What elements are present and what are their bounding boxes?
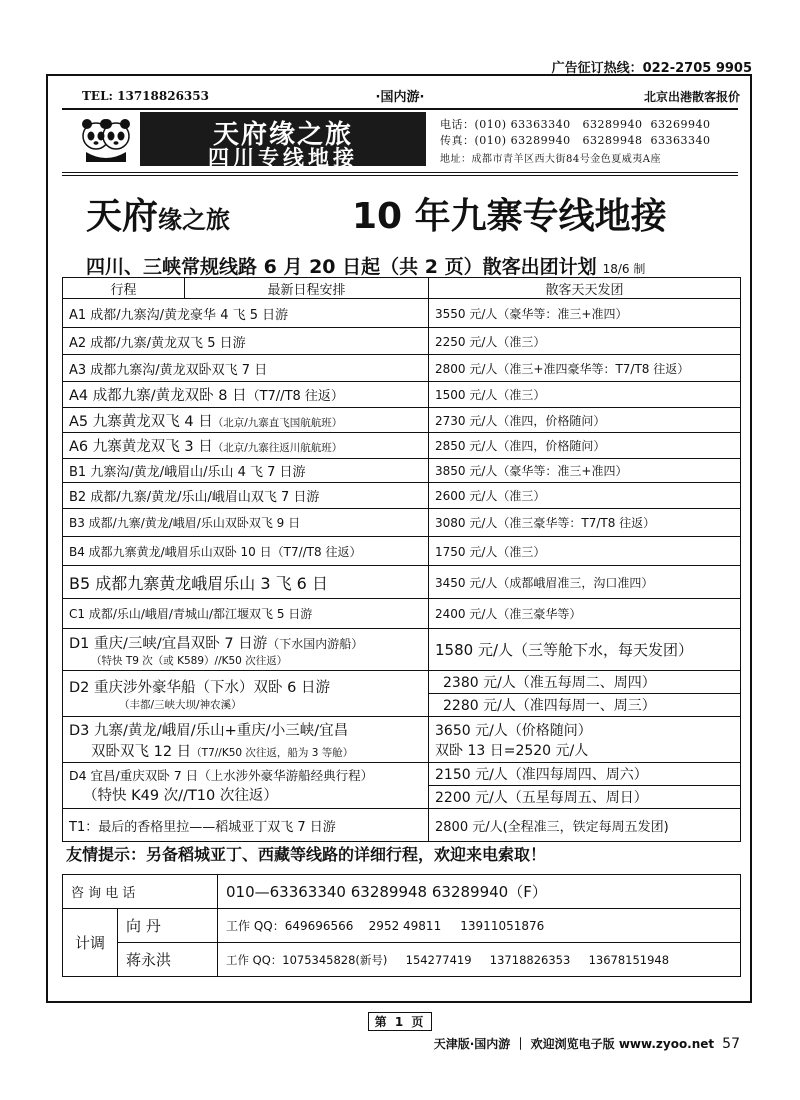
main-title-right: 10 年九寨专线地接 [352,196,667,237]
price-cell: 3850 元/人（豪华等：准三+准四） [429,459,741,483]
price-cell: 2730 元/人（准四，价格随问） [429,408,741,433]
price-cell: 1580 元/人（三等舱下水，每天发团） [429,629,741,671]
table-row [63,433,741,459]
route-cell: B2 成都/九寨/黄龙/乐山/峨眉山双飞 7 日游 [63,483,429,509]
header-title: 北京出港散客报价 [643,90,740,104]
route-cell: B3 成都/九寨/黄龙/峨眉/乐山双卧双飞 9 日 [63,509,429,537]
staff-info: 工作 QQ：649696566 2952 49811 13911051876 [218,909,741,943]
schedule-table [62,277,741,842]
contact-phone: 电话：(010) 63363340 63289940 63269940 [440,118,711,131]
price-cell: 2850 元/人（准四，价格随问） [429,433,741,459]
price-cell: 2380 元/人（准五每周二、周四） [429,671,741,694]
dept-label: 计调 [63,909,118,977]
route-cell: B4 成都九寨黄龙/峨眉乐山双卧 10 日（T7//T8 往返） [63,537,429,566]
price-cell: 1500 元/人（准三） [429,382,741,408]
brand-banner [140,112,426,170]
route-cell: A4 成都九寨/黄龙双卧 8 日（T7//T8 往返） [63,382,429,408]
table-header-row [63,278,741,299]
table-row [63,537,741,566]
contact-fax: 传真：(010) 63289940 63289948 63363340 [440,134,711,147]
header-tel: TEL: 13718826353 [82,89,209,103]
staff-row [63,943,741,977]
price-cell: 2150 元/人（准四每周四、周六） [429,763,741,786]
table-row [63,566,741,599]
table-row [63,299,741,328]
price-cell: 2600 元/人（准三） [429,483,741,509]
price-cell: 2400 元/人（准三豪华等） [429,599,741,629]
price-cell: 3450 元/人（成都峨眉准三，沟口准四） [429,566,741,599]
route-cell: T1：最后的香格里拉——稻城亚丁双飞 7 日游 [63,809,429,842]
staff-row [63,909,741,943]
table-row [63,671,741,694]
table-row [63,599,741,629]
staff-name: 蒋永洪 [118,943,218,977]
table-row [63,509,741,537]
table-row [63,809,741,842]
header-category: ·国内游· [375,90,425,105]
divider [62,175,738,176]
table-row [63,717,741,763]
price-cell: 2800 元/人（准三+准四豪华等：T7/T8 往返） [429,355,741,382]
consult-phones: 010—63363340 63289948 63289940（F） [218,875,741,909]
header-price: 散客天天发团 [429,278,741,299]
divider [62,172,738,173]
route-cell: A1 成都/九寨沟/黄龙豪华 4 飞 5 日游 [63,299,429,328]
price-cell: 2200 元/人（五星每周五、周日） [429,786,741,809]
contact-address: 地址：成都市青羊区西大街84号金色夏威夷A座 [440,154,661,165]
route-cell: A5 九寨黄龙双飞 4 日（北京/九寨直飞国航航班） [63,408,429,433]
staff-info: 工作 QQ：1075345828(新号) 154277419 13718826353 13678151948 [218,943,741,977]
route-cell: D1 重庆/三峡/宜昌双卧 7 日游（下水国内游船） （特快 T9 次（或 K589）//K50 次往返） [63,629,429,671]
price-cell: 2800 元/人(全程准三，铁定每周五发团) [429,809,741,842]
panda-logo-icon [80,112,132,164]
table-row [63,763,741,786]
table-row [63,328,741,355]
page-marker: 第 1 页 [0,1012,800,1031]
consult-label: 咨 询 电 话 [63,875,218,909]
banner-line-2: 四川专线地接 [208,146,358,170]
header-schedule: 最新日程安排 [185,278,429,299]
route-cell: A6 九寨黄龙双飞 3 日（北京/九寨往返川航航班） [63,433,429,459]
subtitle: 四川、三峡常规线路 6 月 20 日起（共 2 页）散客出团计划 18/6 制 [86,256,646,278]
consult-phone-row [63,875,741,909]
table-row [63,408,741,433]
table-row [63,355,741,382]
price-cell: 2250 元/人（准三） [429,328,741,355]
banner-line-1: 天府缘之旅 [212,120,353,150]
table-row [63,483,741,509]
route-cell: B5 成都九寨黄龙峨眉乐山 3 飞 6 日 [63,566,429,599]
table-row [63,459,741,483]
staff-name: 向 丹 [118,909,218,943]
main-title-left: 天府缘之旅 [86,196,231,237]
route-cell: D4 宜昌/重庆双卧 7 日（上水涉外豪华游船经典行程） （特快 K49 次//T10 次往返） [63,763,429,809]
header-rule [62,108,738,110]
route-cell: A3 成都九寨沟/黄龙双卧双飞 7 日 [63,355,429,382]
price-cell: 3650 元/人（价格随问） 双卧 13 日=2520 元/人 [429,717,741,763]
page-number: 57 [722,1036,740,1052]
price-cell: 3080 元/人（准三豪华等：T7/T8 往返） [429,509,741,537]
route-cell: B1 九寨沟/黄龙/峨眉山/乐山 4 飞 7 日游 [63,459,429,483]
header-route: 行程 [63,278,185,299]
route-cell: D3 九寨/黄龙/峨眉/乐山+重庆/小三峡/宜昌 双卧双飞 12 日（T7//K50 次往返，船为 3 等舱） [63,717,429,763]
price-cell: 2280 元/人（准四每周一、周三） [429,694,741,717]
price-cell: 3550 元/人（豪华等：准三+准四） [429,299,741,328]
route-cell: D2 重庆涉外豪华船（下水）双卧 6 日游 （丰都/三峡大坝/神农溪） [63,671,429,717]
price-cell: 1750 元/人（准三） [429,537,741,566]
ad-hotline: 广告征订热线：022-2705 9905 [551,61,752,76]
table-row [63,382,741,408]
friendly-tip: 友情提示：另备稻城亚丁、西藏等线路的详细行程，欢迎来电索取！ [66,845,547,864]
route-cell: C1 成都/乐山/峨眉/青城山/都江堰双飞 5 日游 [63,599,429,629]
route-cell: A2 成都/九寨/黄龙双飞 5 日游 [63,328,429,355]
table-row [63,629,741,671]
footer: 天津版·国内游 ｜ 欢迎浏览电子版 www.zyoo.net 57 [433,1036,740,1052]
consult-table [62,874,741,977]
